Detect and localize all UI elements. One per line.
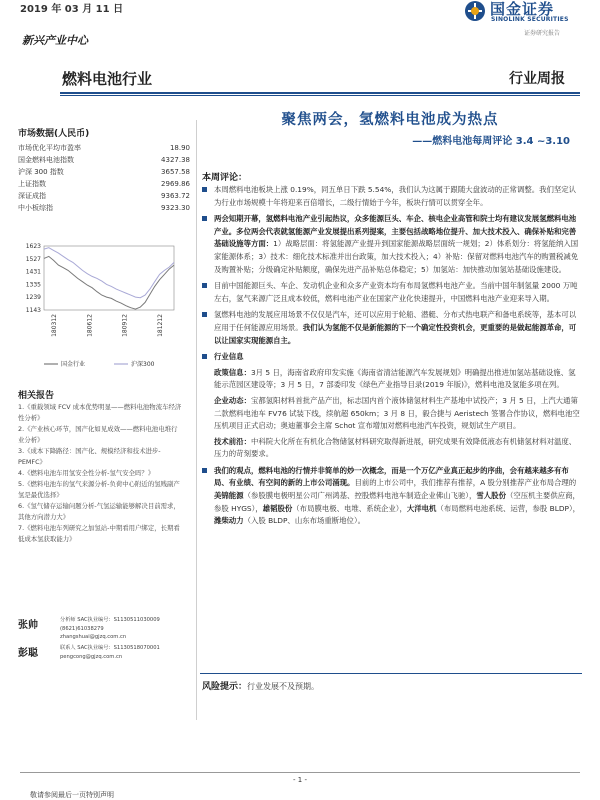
paragraph-text: （参股膜电极明星公司广州鸿基、控股燃料电池车制造企业佛山飞驰）， <box>243 491 477 501</box>
risk-rule <box>200 673 582 674</box>
y-tick-label: 1239 <box>25 294 41 302</box>
paragraph-text: 目前中国能源巨头、车企、发动机企业和众多产业资本均有布局氢燃料电池产业。当前中国年制氢量 2000 万吨左右，氢气来源广泛且成本较低，燃料电池产业在国家产业化快速提升，中国燃料电池产业迎来导入期。 <box>214 281 578 303</box>
market-row <box>18 202 190 214</box>
market-row <box>18 166 190 178</box>
series-line-1 <box>44 248 174 298</box>
bullet-icon <box>202 216 207 221</box>
sinolink-logo-icon <box>464 0 486 22</box>
analyst-name: 张帅 <box>18 620 38 631</box>
company-name: 潍柴动力 <box>214 516 244 526</box>
policy-label: 政策信息： <box>214 367 251 377</box>
report-body <box>200 184 582 532</box>
related-report-item[interactable]: 3.《成本下降路径：国产化、规模经济和技术进步-PEMFC》 <box>18 447 161 466</box>
risk-warning <box>202 679 319 692</box>
y-tick-label: 1623 <box>25 243 41 250</box>
paragraph-bold: 两会知期开幕，氢燃料电池产业引起热议，众多能源巨头、车企、核电企业高管和院士均有建议发展氢燃料电池产业。多位两会代表就氢能源产业发展提出系列提案，主要包括战略地位提升、加大技术投入、确保补贴和完善基础设施等方面： <box>214 214 577 249</box>
bullet-icon <box>202 468 207 473</box>
market-value: 2969.86 <box>161 180 190 188</box>
page-number: - 1 - <box>293 776 307 784</box>
company-text: 宝都氢阳材料首批产品产出，标志国内首个液体储氢材料生产基地中试投产；3 月 5 日，上汽大通第二款燃料电池车 FV76 试装下线，续航超 650km；3 月 8 日，毅合捷与 Aeristech 签署合作协议，燃料电池空压机项目正式启动；奥迪董事会主席 Schot 宣布增加对燃料电池汽车投资，规划试生产项目。 <box>214 395 580 431</box>
y-tick-label: 1431 <box>25 268 41 276</box>
paragraph <box>200 184 582 209</box>
market-value: 4327.38 <box>161 156 190 164</box>
contact-email[interactable]: pengcong@gjzq.com.cn <box>60 653 123 660</box>
y-tick-label: 1527 <box>25 255 41 263</box>
header-rule-thin <box>60 95 580 96</box>
sinolink-logo <box>464 0 590 38</box>
company-name: 大洋电机 <box>406 503 437 513</box>
paragraph-text: 目前的上市公司中，我们推荐有推荐，A 股分别推荐产业布局合理的 <box>354 478 577 488</box>
market-label: 市场优化平均市盈率 <box>18 144 81 152</box>
contact-line: 联系人 SAC执业编号：S1130518070001 <box>60 645 160 651</box>
policy-news <box>214 367 582 392</box>
tech-label: 技术前沿： <box>214 436 251 446</box>
company-news <box>214 395 582 433</box>
paragraph <box>200 465 582 528</box>
bullet-icon <box>202 187 207 192</box>
analyst-line: 分析师 SAC执业编号：S1130511030009 <box>60 617 160 623</box>
footer-rule <box>20 772 580 773</box>
chart-frame <box>44 246 174 310</box>
related-reports-title: 相关报告 <box>18 391 55 401</box>
legend-label: 沪深300 <box>131 361 155 368</box>
x-tick-label: 180312 <box>51 314 58 337</box>
company-name: 雄韬股份 <box>262 503 293 513</box>
market-value: 3657.58 <box>161 168 190 176</box>
paragraph-bold: 我们的观点，燃料电池的行情并非简单的炒一次概念，而是一个万亿产业真正起步的序曲，会有越来越多有布局、有业绩、有空间的新的上市公司涌现。 <box>214 465 569 488</box>
paragraph-text: （布局燃料电池系统、运营，参股 BLDP）， <box>436 503 581 513</box>
review-heading: 本周评论： <box>202 173 248 183</box>
industry-title: 燃料电池行业 <box>62 70 153 88</box>
market-row <box>18 190 190 202</box>
footer-note: 敬请参阅最后一页特别声明 <box>30 791 114 799</box>
paragraph <box>200 280 582 305</box>
market-value: 9363.72 <box>161 192 190 200</box>
paragraph-text: 氢燃料电池的发展应用场景不仅仅是汽车，还可以应用于轮船、潜艇、分布式热电联产和备电系统等，基本可以应用于任何能源应用场景。 <box>214 310 577 332</box>
company-label: 企业动态： <box>214 395 251 405</box>
related-reports-list <box>18 402 183 545</box>
market-data-table <box>18 142 190 214</box>
news-section <box>200 351 582 461</box>
related-report-item[interactable]: 4.《燃料电池车用氢安全性分析-氢气安全吗？》 <box>18 469 155 477</box>
research-center: 新兴产业中心 <box>22 34 88 47</box>
related-report-item[interactable]: 5.《燃料电池车的氢气来源分析-负荷中心附近的氢贱副产氢是最优选择》 <box>18 480 180 499</box>
bullet-icon <box>202 354 207 359</box>
paragraph-text: （布局膜电极、电堆、系统企业）， <box>292 503 407 513</box>
market-row <box>18 142 190 154</box>
market-label: 国金燃料电池指数 <box>18 156 74 164</box>
paragraph-bold: 我们认为氢能不仅是新能源的下一个确定性投资机会，更重要的是做起能源革命，可以让国家实现能源自主。 <box>214 322 577 345</box>
market-label: 中小板综指 <box>18 204 53 212</box>
logo-sub: 证券研究报告 <box>524 30 561 37</box>
report-date: 2019 年 03 月 11 日 <box>20 4 124 15</box>
y-tick-label: 1143 <box>25 307 41 314</box>
risk-label: 风险提示： <box>202 682 248 692</box>
company-name: 雪人股份 <box>476 491 506 501</box>
related-report-item[interactable]: 7.《燃料电池车列研究之加氢站-中期看用户绑定，长期看低成本氢获取能力》 <box>18 524 180 543</box>
paragraph <box>200 309 582 347</box>
column-divider <box>196 120 197 720</box>
report-subtitle: ——燃料电池每周评论 3.4 ~3.10 <box>412 136 570 147</box>
analyst-email[interactable]: zhangshuai@gjzq.com.cn <box>60 634 127 640</box>
analyst-line: (8621)61038279 <box>60 625 104 632</box>
logo-cn: 国金证券 <box>490 0 555 18</box>
legend-label: 国金行业 <box>61 361 86 368</box>
related-report-item[interactable]: 6.《氢气储存运输问题分析-气氢运输能够解决目前需求，其他方向潜力大》 <box>18 502 180 521</box>
x-tick-label: 181212 <box>157 314 164 337</box>
market-label: 深证成指 <box>18 192 46 200</box>
paragraph <box>200 213 582 276</box>
x-tick-label: 180912 <box>121 314 129 337</box>
header-rule <box>60 92 580 94</box>
analyst-info <box>60 616 200 642</box>
market-value: 18.90 <box>169 144 190 152</box>
bullet-icon <box>202 312 207 317</box>
paragraph-text: （空压机主要供应商，参股 HYGS）， <box>214 491 580 513</box>
market-value: 9323.30 <box>161 204 190 212</box>
news-heading: 行业信息 <box>214 352 244 362</box>
related-report-item[interactable]: 1.《重载领域 FCV 成本优势明显——燃料电池物流车经济性分析》 <box>18 403 182 422</box>
contact-name: 彭聪 <box>18 648 38 659</box>
report-type: 行业周报 <box>509 71 565 87</box>
market-data-title: 市场数据(人民币) <box>18 129 90 139</box>
index-chart <box>14 238 192 378</box>
market-label: 沪深 300 指数 <box>18 168 64 176</box>
paragraph-text: （入股 BLDP、山东布场重断地位）。 <box>243 516 366 526</box>
bullet-icon <box>202 283 207 288</box>
risk-text: 行业发展不及预期。 <box>247 682 320 691</box>
tech-text: 中科院大化所在有机化合物储氢材料研究取得新进展，研究成果有效降低液态有机储氢材料对温度、压力的苛刻要求。 <box>214 436 577 459</box>
x-tick-label: 180612 <box>86 314 94 337</box>
paragraph-text: 本周燃料电池板块上涨 0.19%，同五单日下跌 5.54%，我们认为这属于跟随大盘波动的正常调整。我们坚定认为行业市场规模十年将迎来百倍增长，二级行情始于今年，板块行情可以贯穿全年。 <box>214 185 577 207</box>
company-name: 美锦能源 <box>214 491 244 501</box>
related-report-item[interactable]: 2.《产业核心环节，国产化如见成效——燃料电池电堆行业分析》 <box>18 425 178 444</box>
paragraph-text: 1）战略层面：将氢能源产业提升到国家能源战略层面统一规划；2）体系划分：将氢能纳入国家能源体系；3）技术：细化技术标准并出台政策，加大技术投入；4）补贴：保留对燃料电池汽车的购置税减免及购置补贴；分级确定补贴额度，确保先进产品补贴总体稳定；5）加氢站：加快推动加氢站基础设施建设。 <box>214 239 579 274</box>
tech-news <box>214 436 582 461</box>
market-row <box>18 154 190 166</box>
report-title: 聚焦两会，氢燃料电池成为热点 <box>281 112 499 128</box>
market-row <box>18 178 190 190</box>
policy-text: 3月 5 日，海南省政府印发实施《海南省清洁能源汽车发展规划》明确提出推进加氢站基础设施、氢能示范园区建设等；3 月 5 日，7 部委印发《绿色产业指导目录(2019 年版)》，燃料电池及氢能多项在列。 <box>214 367 576 390</box>
contact-info <box>60 644 200 661</box>
logo-en: SINOLINK SECURITIES <box>491 16 569 23</box>
y-tick-label: 1335 <box>25 281 41 289</box>
market-label: 上证指数 <box>18 180 46 188</box>
